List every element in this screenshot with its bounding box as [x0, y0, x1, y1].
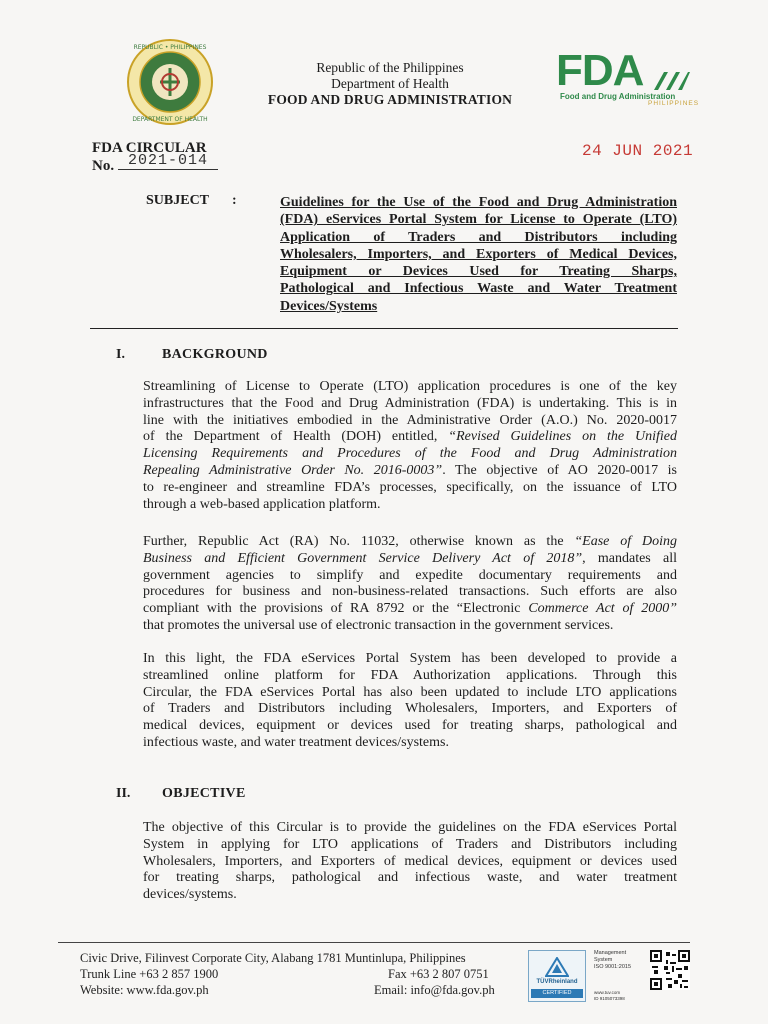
management-system-text: Management System ISO 9001:2015	[594, 950, 632, 970]
tuv-brand: TÜVRheinland	[536, 979, 578, 985]
tuv-triangle-icon	[545, 957, 569, 977]
tuv-certification-badge	[528, 950, 586, 1002]
paragraph-line: devices/systems.	[143, 887, 237, 903]
paragraph-line: of the Department of Health (DOH) entitled, “Revised Guidelines on the Unified	[143, 429, 677, 445]
fda-logo-country: PHILIPPINES	[648, 100, 700, 107]
subject-line: Devices/Systems	[280, 298, 378, 314]
footer-address: Civic Drive, Filinvest Corporate City, Alabang 1781 Muntinlupa, Philippines	[80, 951, 466, 965]
paragraph-line: line with the initiatives embodied in the Administrative Order (A.O.) No. 2020-0017	[143, 412, 677, 428]
footer-email: Email: info@fda.gov.ph	[374, 983, 495, 997]
circular-label: FDA CIRCULAR	[92, 140, 207, 156]
objective-paragraph	[143, 820, 677, 904]
subject-text	[280, 194, 677, 315]
background-paragraph-1	[143, 379, 677, 513]
paragraph-line: compliant with the provisions of RA 8792 or the “Electronic Commerce Act of 2000”	[143, 601, 677, 617]
paragraph-line: Streamlining of License to Operate (LTO) application procedures is one of the key	[143, 379, 677, 394]
department-line: Department of Health	[331, 76, 449, 91]
paragraph-line: Wholesalers, Importers, and Exporters of medical devices, equipment or devices used	[143, 853, 677, 869]
svg-text:REPUBLIC • PHILIPPINES: REPUBLIC • PHILIPPINES	[133, 44, 207, 51]
subject-line: Wholesalers, Importers, and Exporters of Medical Devices,	[280, 246, 677, 262]
svg-text:DEPARTMENT OF HEALTH: DEPARTMENT OF HEALTH	[132, 116, 208, 123]
section-2-title: OBJECTIVE	[162, 786, 246, 801]
footer-website: Website: www.fda.gov.ph	[80, 983, 209, 997]
footer-fax: Fax +63 2 807 0751	[388, 967, 489, 981]
section-2-number: II.	[116, 786, 131, 801]
subject-line: Pathological and Infectious Waste and Water Treatment	[280, 281, 677, 297]
qr-code-icon[interactable]	[650, 950, 690, 990]
fda-slash-icon	[648, 66, 690, 92]
background-paragraph-2	[143, 534, 677, 635]
background-paragraph-3	[143, 651, 677, 752]
paragraph-line: infrastructures that the Food and Drug Administration (FDA) is undertaking. This is in	[143, 395, 677, 411]
subject-colon: :	[232, 193, 237, 208]
doh-seal-logo	[126, 38, 214, 126]
paragraph-line: Repealing Administrative Order No. 2016-0003”. The objective of AO 2020-0017 is	[143, 462, 677, 478]
fda-logo-subtitle: Food and Drug Administration	[560, 92, 676, 101]
subject-label: SUBJECT	[146, 193, 210, 208]
paragraph-line: medical devices, equipment or devices used for treating sharps, pathological and	[143, 718, 677, 734]
footer-divider	[58, 942, 690, 943]
subject-line: Equipment or Devices Used for Treating Sharps,	[280, 264, 677, 280]
subject-line: (FDA) eServices Portal System for License to Operate (LTO)	[280, 212, 677, 228]
paragraph-line: System in applying for LTO applications of Traders and Distributors including	[143, 836, 677, 852]
paragraph-line: In this light, the FDA eServices Portal System has been developed to provide a	[143, 651, 677, 666]
date-stamp: 24 JUN 2021	[582, 142, 694, 160]
paragraph-line: of Traders and Distributors including Wholesalers, Importers, and Exporters of	[143, 701, 677, 717]
fda-logo	[556, 46, 706, 108]
circular-no-label: No.	[92, 158, 115, 174]
paragraph-line: Circular, the FDA eServices Portal has also been updated to include LTO applications	[143, 684, 677, 700]
republic-line: Republic of the Philippines	[316, 60, 464, 75]
fda-wordmark: FDA	[556, 46, 644, 95]
paragraph-line: Business and Efficient Government Service Delivery Act of 2018”, mandates all	[143, 550, 677, 566]
footer-trunk-line: Trunk Line +63 2 857 1900	[80, 967, 219, 981]
paragraph-line: that promotes the universal use of electronic transaction in the government services.	[143, 617, 614, 633]
paragraph-line: streamlined online platform for FDA Authorization applications. Through this	[143, 667, 677, 683]
certificate-id-text: www.tuv.com ID 9105073398	[594, 990, 625, 1001]
section-1-title: BACKGROUND	[162, 347, 268, 362]
tuv-certified-label: CERTIFIED	[531, 989, 583, 998]
subject-line: Application of Traders and Distributors including	[280, 229, 677, 245]
paragraph-line: infectious waste, and water treatment devices/systems.	[143, 734, 449, 750]
section-1-number: I.	[116, 347, 125, 362]
paragraph-line: to re-engineer and streamline FDA’s processes, specifically, on the issuance of LTO	[143, 479, 677, 495]
circular-number: 2021-014	[118, 152, 218, 170]
subject-line: Guidelines for the Use of the Food and Drug Administration	[280, 195, 677, 210]
header-divider	[90, 328, 678, 329]
paragraph-line: Licensing Requirements and Procedures of the Food and Drug Administration	[143, 446, 677, 462]
paragraph-line: government agencies to simplify and expedite documentary requirements and	[143, 567, 677, 583]
paragraph-line: procedures for business and non-business-related transactions. Such efforts are also	[143, 584, 677, 600]
paragraph-line: through a web-based application platform.	[143, 496, 381, 512]
agency-heading	[240, 60, 540, 108]
paragraph-line: The objective of this Circular is to provide the guidelines on the FDA eServices Portal	[143, 820, 677, 835]
paragraph-line: for treating sharps, pathological and infectious waste, and water treatment	[143, 870, 677, 886]
agency-name: FOOD AND DRUG ADMINISTRATION	[267, 92, 513, 107]
paragraph-line: Further, Republic Act (RA) No. 11032, otherwise known as the “Ease of Doing	[143, 534, 677, 549]
